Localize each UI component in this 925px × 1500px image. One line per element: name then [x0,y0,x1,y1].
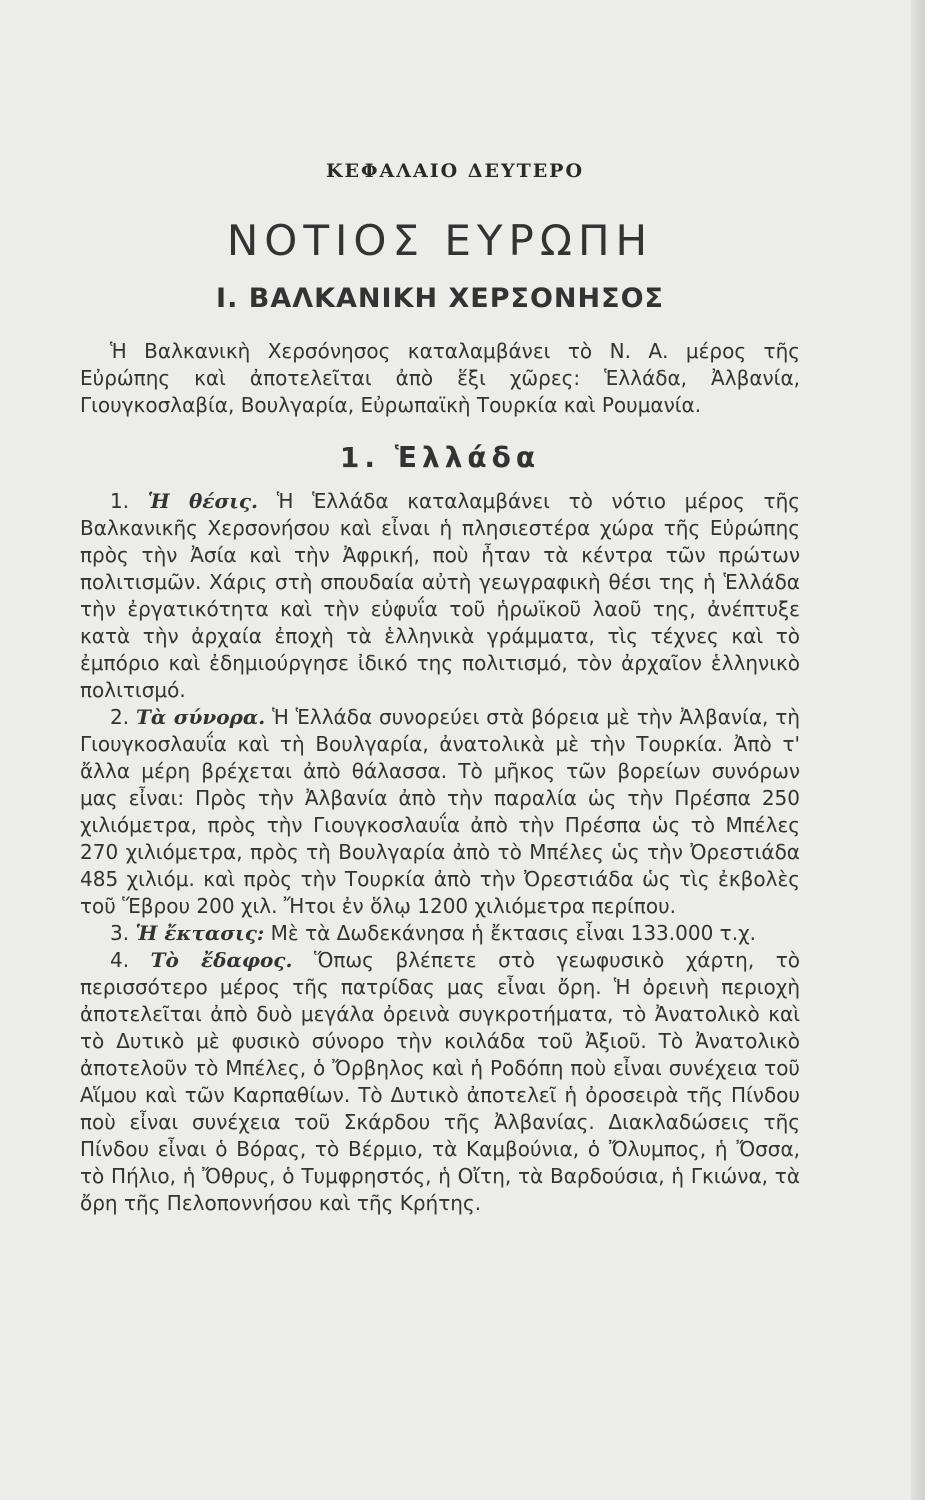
paragraph-heading: Ἡ ἔκτασις: [135,921,265,945]
chapter-label: ΚΕΦΑΛΑΙΟ ΔΕΥΤΕΡΟ [325,160,585,182]
section-title: Ι. ΒΑΛΚΑΝΙΚΗ ΧΕΡΣΟΝΗΣΟΣ [216,283,664,314]
paragraph-text: Μὲ τὰ Δωδεκάνησα ἡ ἔκτασις εἶναι 133.000 τ.χ. [270,921,756,945]
chapter-title: ΝΟΤΙΟΣ ΕΥΡΩΠΗ [226,216,654,265]
paragraph-number: 1. [110,489,130,513]
paragraph-text: Ὅπως βλέπετε στὸ γεωφυσικὸ χάρτη, τὸ περισσότερο μέρος τῆς πατρίδας μας εἶναι ὄρη. Ἡ ὀρεινὴ περιοχὴ ἀποτελεῖται ἀπὸ δυὸ μεγάλα ὀρεινὰ συγκροτήματα, τὸ Ἀνατολικὸ καὶ τὸ Δυτικὸ μὲ φυσικὸ σύνορο τὴν κοιλάδα τοῦ Ἀξιοῦ. Τὸ Ἀνατολικὸ ἀποτελοῦν τὸ Μπέλες, ὁ Ὄρβηλος καὶ ἡ Ροδόπη ποὺ εἶναι συνέχεια τοῦ Αἵμου καὶ τῶν Καρπαθίων. Τὸ Δυτικὸ ἀποτελεῖ ἡ ὀροσειρὰ τῆς Πίνδου ποὺ εἶναι συνέχεια τοῦ Σκάρδου τῆς Ἀλβανίας. Διακλαδώσεις τῆς Πίνδου εἶναι ὁ Βόρας, τὸ Βέρμιο, τὰ Καμβούνια, ὁ Ὄλυμπος, ἡ Ὄσσα, τὸ Πήλιο, ἡ Ὄθρυς, ὁ Τυμφρηστός, ἡ Οἴτη, τὰ Βαρδούσια, ἡ Γκιώνα, τὰ ὄρη τῆς Πελοποννήσου καὶ τῆς Κρήτης. [80,948,801,1215]
paragraph-number: 4. [110,948,130,972]
book-page [80,160,800,1217]
paragraph-borders [80,704,800,920]
paragraph-area [80,920,800,947]
intro-paragraph: Ἡ Βαλκανικὴ Χερσόνησος καταλαμβάνει τὸ Ν. Α. μέρος τῆς Εὐρώπης καὶ ἀποτελεῖται ἀπὸ ἕξι χῶρες: Ἑλλάδα, Ἀλβανία, Γιουγκοσλαβία, Βουλγαρία, Εὐρωπαϊκὴ Τουρκία καὶ Ρουμανία. [80,339,800,417]
paragraph-number: 3. [110,921,130,945]
subsection-title: 1. Ἑλλάδα [339,441,541,474]
paragraph-terrain [80,947,800,1217]
paragraph-number: 2. [110,705,130,729]
paragraph-heading: Τὸ ἔδαφος. [150,948,293,972]
paragraph-text: Ἡ Ἑλλάδα συνορεύει στὰ βόρεια μὲ τὴν Ἀλβανία, τὴ Γιουγκοσλαυΐα καὶ τὴ Βουλγαρία, ἀνατολικὰ μὲ τὴν Τουρκία. Ἀπὸ τ' ἄλλα μέρη βρέχεται ἀπὸ θάλασσα. Τὸ μῆκος τῶν βορείων συνόρων μας εἶναι: Πρὸς τὴν Ἀλβανία ἀπὸ τὴν παραλία ὡς τὴν Πρέσπα 250 χιλιόμετρα, πρὸς τὴν Γιουγκοσλαυΐα ἀπὸ τὴν Πρέσπα ὡς τὸ Μπέλες 270 χιλιόμετρα, πρὸς τὴ Βουλγαρία ἀπὸ τὸ Μπέλες ὡς τὴν Ὀρεστιάδα 485 χιλιόμ. καὶ πρὸς τὴν Τουρκία ἀπὸ τὴν Ὀρεστιάδα ὡς τὶς ἐκβολὲς τοῦ Ἕβρου 200 χιλ. Ἤτοι ἐν ὅλῳ 1200 χιλιόμετρα περίπου. [80,705,801,918]
paragraph-text: Ἡ Ἑλλάδα καταλαμβάνει τὸ νότιο μέρος τῆς Βαλκανικῆς Χερσονήσου καὶ εἶναι ἡ πλησιεστέρα χώρα τῆς Εὐρώπης πρὸς τὴν Ἀσία καὶ τὴν Ἀφρική, ποὺ ἦταν τὰ κέντρα τῶν πρώτων πολιτισμῶν. Χάρις στὴ σπουδαία αὐτὴ γεωγραφικὴ θέσι της ἡ Ἑλλάδα τὴν ἐργατικότητα καὶ τὴν εὐφυΐα τοῦ ἡρωϊκοῦ λαοῦ της, ἀνέπτυξε κατὰ τὴν ἀρχαία ἐποχὴ τὰ ἑλληνικὰ γράμματα, τὶς τέχνες καὶ τὸ ἐμπόριο καὶ ἐδημιούργησε ἰδικό της πολιτισμό, τὸν ἀρχαῖον ἑλληνικὸ πολιτισμό. [80,489,801,702]
paragraph-heading: Τὰ σύνορα. [135,705,266,729]
paragraph-heading: Ἡ θέσις. [147,489,259,513]
paragraph-position [80,488,800,704]
page-edge [911,0,925,1500]
